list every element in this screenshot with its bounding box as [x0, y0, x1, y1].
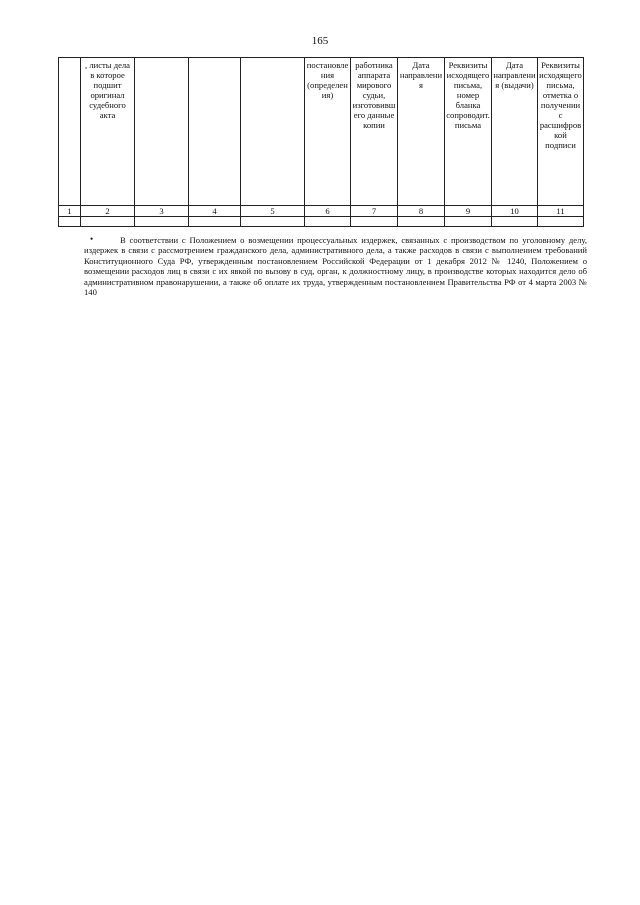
column-number: 10 — [492, 206, 538, 217]
header-cell-4 — [189, 58, 241, 206]
column-number: 5 — [241, 206, 305, 217]
column-number-row — [59, 206, 584, 217]
column-number: 6 — [305, 206, 351, 217]
column-number: 8 — [398, 206, 445, 217]
footnote-bullet: • — [90, 234, 94, 244]
column-number: 4 — [189, 206, 241, 217]
empty-data-row — [59, 217, 584, 227]
empty-cell — [305, 217, 351, 227]
empty-cell — [59, 217, 81, 227]
header-cell-1 — [59, 58, 81, 206]
column-number: 9 — [445, 206, 492, 217]
empty-cell — [351, 217, 398, 227]
empty-cell — [241, 217, 305, 227]
empty-cell — [81, 217, 135, 227]
header-cell-8: Дата направления — [398, 58, 445, 206]
column-number: 3 — [135, 206, 189, 217]
empty-cell — [398, 217, 445, 227]
header-cell-10: Дата направления (выдачи) — [492, 58, 538, 206]
column-number: 7 — [351, 206, 398, 217]
header-cell-9: Реквизиты исходящего письма, номер бланка сопроводит. письма — [445, 58, 492, 206]
empty-cell — [445, 217, 492, 227]
empty-cell — [538, 217, 584, 227]
footnote — [84, 235, 587, 298]
column-number: 2 — [81, 206, 135, 217]
empty-cell — [189, 217, 241, 227]
header-cell-11: Реквизиты исходящего письма, отметка о получении с расшифровкой подписи — [538, 58, 584, 206]
page-number: 165 — [311, 35, 329, 47]
header-cell-2: , листы дела в которое подшит оригинал судебного акта — [81, 58, 135, 206]
header-cell-6: постановления (определения) — [305, 58, 351, 206]
register-table — [58, 57, 584, 227]
column-number: 1 — [59, 206, 81, 217]
header-cell-5 — [241, 58, 305, 206]
empty-cell — [135, 217, 189, 227]
header-cell-3 — [135, 58, 189, 206]
table-header-row — [59, 58, 584, 206]
footnote-text: В соответствии с Положением о возмещении процессуальных издержек, связанных с производством по уголовному делу, издержек в связи с рассмотрением гражданского дела, административного дела, а также расходов в связи с выполнением требований Конституционного Суда РФ, утвержденным постановлением Российской Федерации от 1 декабря 2012 № 1240, Положением о возмещении расходов лиц в связи с их явкой по вызову в суд, орган, к должностному лицу, в производстве которых находится дело об административном правонарушении, а также об оплате их труда, утвержденным постановлением Правительства РФ от 4 марта 2003 № 140 — [84, 235, 587, 298]
column-number: 11 — [538, 206, 584, 217]
empty-cell — [492, 217, 538, 227]
header-cell-7: работника аппарата мирового судьи, изготовившего данные копии — [351, 58, 398, 206]
